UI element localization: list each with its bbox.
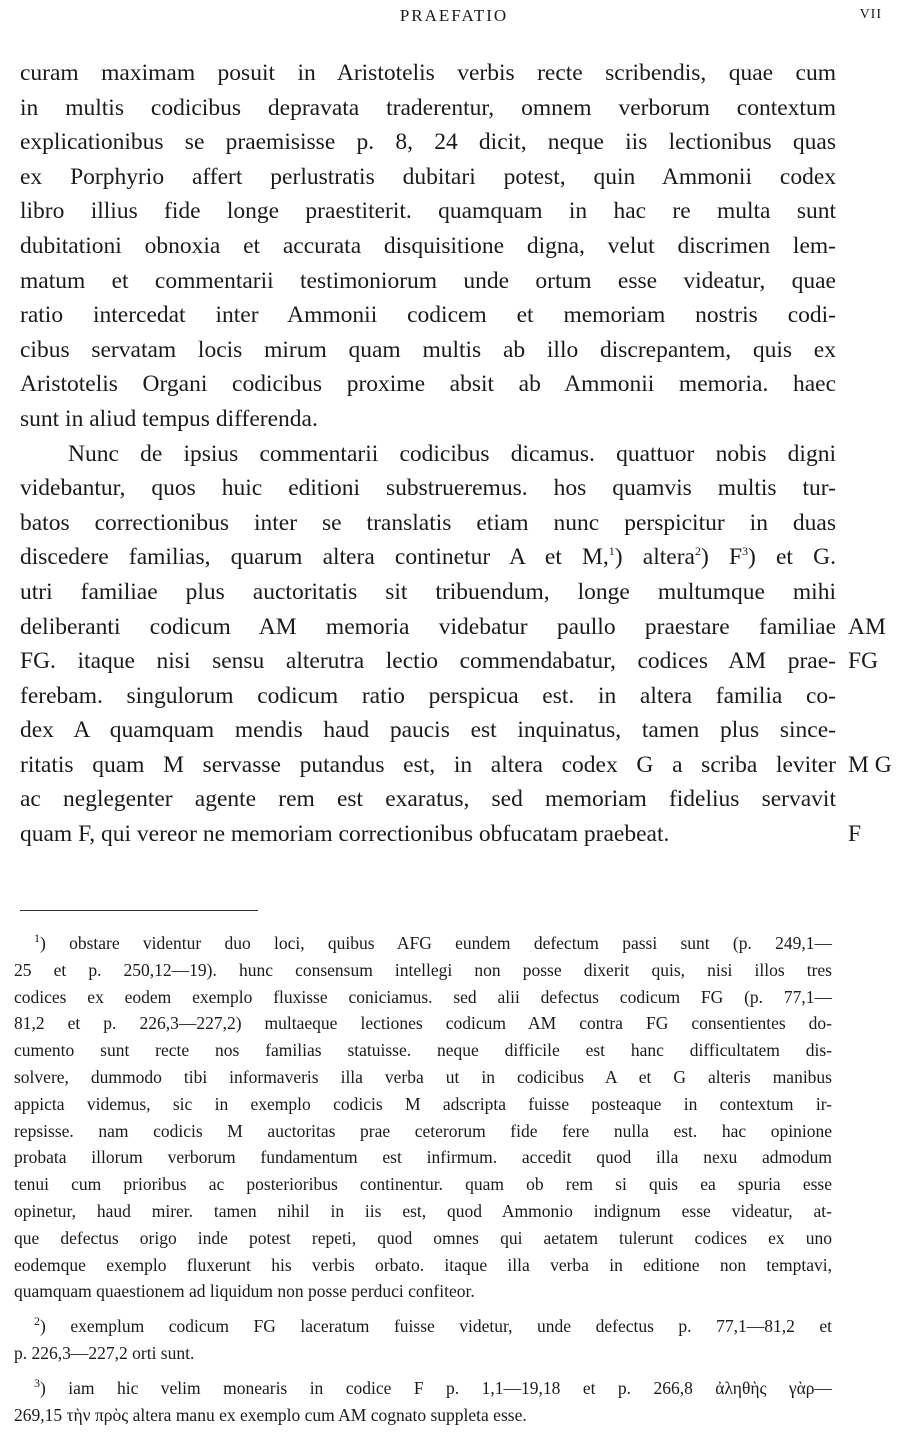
footnote-1 [14,930,832,1305]
text-line: Aristotelis Organi codicibus proxime absit ab Ammonii memoria. haec [20,371,836,398]
text-line: Nunc de ipsius commentarii codicibus dicamus. quattuor nobis digni [68,440,836,467]
footnote-3 [14,1375,832,1429]
text-segment: discedere familias, quarum altera continetur A et M, [20,544,609,571]
footnote-line [14,1375,832,1402]
text-segment: FG. itaque nisi sensu alterutra lectio commendabatur, codices AM prae- [20,648,836,675]
text-segment: ) iam hic velim monearis in codice F p. 1,1—19,18 et p. 266,8 ἀληθὴς γὰρ— [40,1377,832,1398]
text-line-with-margin-note [20,644,879,679]
footnote-line: p. 226,3—227,2 orti sunt. [14,1342,195,1363]
text-line: ex Porphyrio affert perlustratis dubitari potest, quin Ammonii codex [20,163,836,190]
text-segment: ) exemplum codicum FG laceratum fuisse videtur, unde defectus p. 77,1—81,2 et [40,1316,832,1337]
paragraph-2 [20,437,892,852]
footnote-ref-1: 1 [608,544,615,559]
text-line: ratio intercedat inter Ammonii codicem et memoriam nostris codi- [20,302,836,329]
footnote-line [14,1313,832,1340]
text-line: matum et commentarii testimoniorum unde ortum esse videatur, quae [20,267,836,294]
footnote-line: solvere, dummodo tibi informaveris illa verba ut in codicibus A et G alteris manibus [14,1066,832,1087]
text-segment: ) F [700,544,743,571]
footnote-line: 269,15 τὴν πρὸς altera manu ex exemplo cum AM cognato suppleta esse. [14,1404,527,1425]
footnote-line: cumento sunt recte nos familias statuisse. neque difficile est hanc difficultatem dis- [14,1040,832,1061]
margin-note-fg: FG [848,648,879,675]
margin-note-f: F [848,821,862,848]
footnote-line: opinetur, haud mirer. tamen nihil in iis est, quod Ammonio indignum esse videatur, at- [14,1200,832,1221]
footnote-line: probata illorum verborum fundamentum est infirmum. accedit quod illa nexu admodum [14,1147,832,1168]
text-line: ac neglegenter agente rem est exaratus, sed memoriam fidelius servavit [20,786,836,813]
footnote-line: eodemque exemplo fluxerunt his verbis orbato. itaque illa verba in editione non temptavi, [14,1254,832,1275]
footnote-marker: 1 [34,931,40,946]
text-line: libro illius fide longe praestiterit. quamquam in hac re multa sunt [20,198,836,225]
text-line: explicationibus se praemisisse p. 8, 24 dicit, neque iis lectionibus quas [20,129,836,156]
text-line: sunt in aliud tempus differenda. [20,405,318,432]
footnote-line: codices ex eodem exemplo fluxisse coniciamus. sed alii defectus codicum FG (p. 77,1— [14,986,832,1007]
footnote-ref-2: 2 [694,544,701,559]
footnote-line: appicta videmus, sic in exemplo codicis M adscripta fuisse posteaque in contextum ir- [14,1093,832,1114]
footnote-line: tenui cum prioribus ac posterioribus continentur. quam ob rem si quis ea spuria esse [14,1174,832,1195]
text-segment: ) et G. [748,544,836,571]
text-line: curam maximam posuit in Aristotelis verbis recte scribendis, quae cum [20,60,836,86]
main-text [20,56,892,852]
footnote-line: 25 et p. 250,12—19). hunc consensum intellegi non posse dixerit quis, nisi illos tres [14,959,832,980]
text-line: batos correctionibus inter se translatis etiam nunc perspicitur in duas [20,509,836,536]
footnote-line: repsisse. nam codicis M auctoritas prae ceterorum fide fere nulla est. hac opinione [14,1120,832,1141]
text-line: dex A quamquam mendis haud paucis est inquinatus, tamen plus since- [20,717,836,744]
footnote-line: que defectus origo inde potest repeti, quod omnes qui aetatem tulerunt codices ex uno [14,1227,832,1248]
footnote-line [14,930,832,957]
text-segment: deliberanti codicum AM memoria videbatur paullo praestare familiae [20,613,836,640]
text-line-with-footnote-refs [20,540,836,575]
footnote-line: quamquam quaestionem ad liquidum non posse perduci confiteor. [14,1281,475,1302]
text-line: in multis codicibus depravata traderentur, omnem verborum contextum [20,94,836,121]
text-line: ferebam. singulorum codicum ratio perspicua est. in altera familia co- [20,682,836,709]
margin-note-mg: M G [848,751,892,778]
footnotes [14,930,832,1428]
running-title: PRAEFATIO [399,6,509,25]
footnote-2 [14,1313,832,1367]
page-number: VII [859,7,882,22]
text-line: dubitationi obnoxia et accurata disquisitione digna, velut discrimen lem- [20,232,836,259]
text-line-with-margin-note [20,817,862,852]
paragraph-1 [20,56,836,437]
footnote-marker: 2 [34,1314,40,1329]
text-segment: ) altera [614,544,695,571]
text-line-with-margin-note [20,748,892,783]
text-segment: quam F, qui vereor ne memoriam correctionibus obfucatam praebeat. [20,821,670,848]
margin-note-am: AM [848,613,886,640]
text-line-with-margin-note [20,610,886,645]
text-line: cibus servatam locis mirum quam multis ab illo discrepantem, quis ex [20,336,836,363]
text-line: videbantur, quos huic editioni substrueremus. hos quamvis multis tur- [20,475,836,502]
text-line: utri familiae plus auctoritatis sit tribuendum, longe multumque mihi [20,578,836,605]
footnote-divider [20,910,258,911]
page-header [0,6,908,34]
footnote-line: 81,2 et p. 226,3—227,2) multaeque lectiones codicum AM contra FG consentientes do- [14,1013,832,1034]
footnote-marker: 3 [34,1375,40,1390]
footnote-ref-3: 3 [742,544,749,559]
text-segment: ritatis quam M servasse putandus est, in altera codex G a scriba leviter [20,751,836,778]
text-segment: ) obstare videntur duo loci, quibus AFG eundem defectum passi sunt (p. 249,1— [40,933,832,953]
